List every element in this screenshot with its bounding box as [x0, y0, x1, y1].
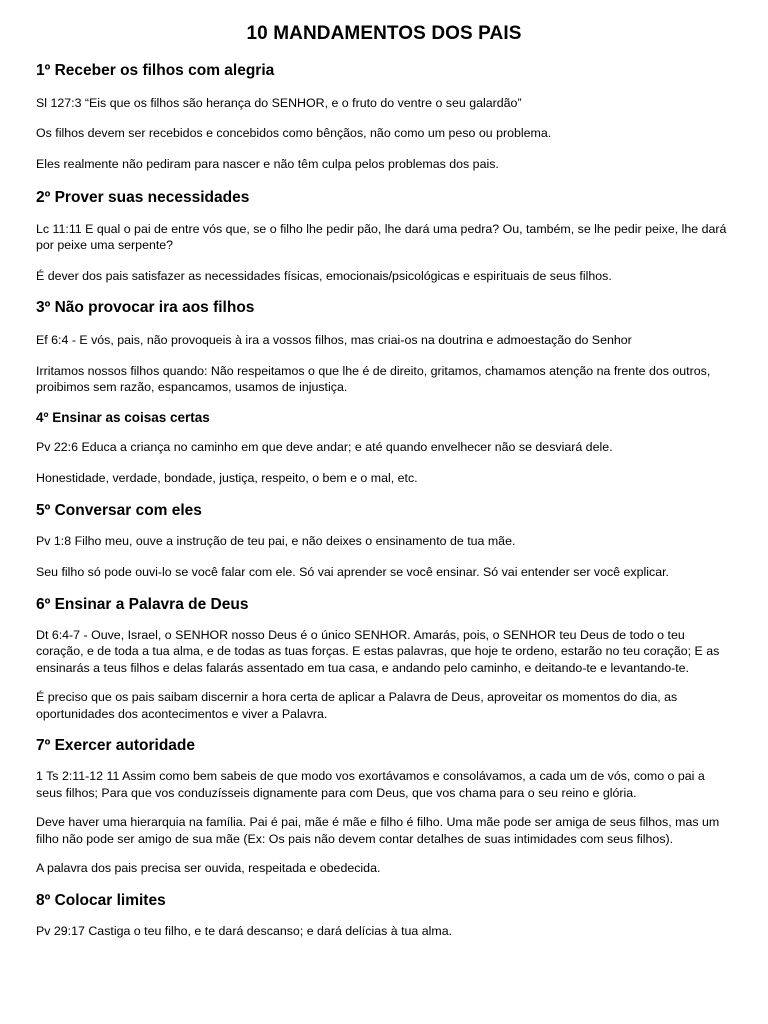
paragraph: É dever dos pais satisfazer as necessidades físicas, emocionais/psicológicas e espirituais de seus filhos.	[36, 268, 612, 283]
bible-verse: 1 Ts 2:11-12 11 Assim como bem sabeis de que modo vos exortávamos e consolávamos, a cada um de vós, como o pai a seus filhos; Para que vos conduzísseis dignamente para com Deus, que vos chama para o seu reino e glória.	[36, 769, 705, 800]
paragraph: Irritamos nossos filhos quando: Não respeitamos o que lhe é de direito, gritamos, chamamos atenção na frente dos outros, proibimos sem razão, espancamos, usamos de injustiça.	[36, 363, 711, 394]
bible-verse: Lc 11:11 E qual o pai de entre vós que, se o filho lhe pedir pão, lhe dará uma pedra? Ou, também, se lhe pedir peixe, lhe dará por peixe uma serpente?	[36, 221, 727, 252]
section-heading: 8º Colocar limites	[36, 891, 166, 909]
bible-verse: Sl 127:3 “Eis que os filhos são herança do SENHOR, e o fruto do ventre o seu galardão”	[36, 96, 522, 110]
commandment-3	[36, 298, 732, 396]
paragraph: A palavra dos pais precisa ser ouvida, respeitada e obedecida.	[36, 861, 381, 875]
commandment-4	[36, 408, 732, 487]
commandment-2	[36, 188, 732, 285]
section-heading: 5º Conversar com eles	[36, 501, 202, 519]
section-heading: 1º Receber os filhos com alegria	[36, 62, 275, 79]
commandment-8	[36, 891, 732, 940]
section-heading: 4º Ensinar as coisas certas	[36, 409, 210, 425]
section-heading: 3º Não provocar ira aos filhos	[36, 299, 255, 316]
commandment-7	[36, 736, 732, 877]
section-heading: 7º Exercer autoridade	[36, 737, 196, 754]
document-title: 10 MANDAMENTOS DOS PAIS	[246, 23, 522, 44]
paragraph: Honestidade, verdade, bondade, justiça, respeito, o bem e o mal, etc.	[36, 471, 418, 485]
section-heading: 2º Prover suas necessidades	[36, 188, 250, 206]
bible-verse: Ef 6:4 - E vós, pais, não provoqueis à ira a vossos filhos, mas criai-os na doutrina e admoestação do Senhor	[36, 333, 632, 347]
paragraph: Seu filho só pode ouvi-lo se você falar com ele. Só vai aprender se você ensinar. Só vai entender ser você explicar.	[36, 565, 669, 579]
commandment-5	[36, 501, 732, 581]
paragraph: Os filhos devem ser recebidos e concebidos como bênçãos, não como um peso ou problema.	[36, 125, 552, 140]
paragraph: É preciso que os pais saibam discernir a hora certa de aplicar a Palavra de Deus, aproveitar os momentos do dia, as oportunidades dos acontecimentos e viver a Palavra.	[36, 690, 678, 721]
bible-verse: Dt 6:4-7 - Ouve, Israel, o SENHOR nosso Deus é o único SENHOR. Amarás, pois, o SENHOR teu Deus de todo o teu coração, e de toda a tua alma, e de todas as tuas forças. E estas palavras, que hoje te ordeno, estarão no teu coração; E as ensinarás a teus filhos e delas falarás assentado em tua casa, e andando pelo caminho, e deitando-te e levantando-te.	[36, 627, 720, 675]
bible-verse: Pv 1:8 Filho meu, ouve a instrução de teu pai, e não deixes o ensinamento de tua mãe.	[36, 533, 516, 548]
bible-verse: Pv 29:17 Castiga o teu filho, e te dará descanso; e dará delícias à tua alma.	[36, 923, 453, 938]
bible-verse: Pv 22:6 Educa a criança no caminho em que deve andar; e até quando envelhecer não se desviará dele.	[36, 439, 613, 454]
paragraph: Eles realmente não pediram para nascer e não têm culpa pelos problemas dos pais.	[36, 157, 499, 171]
paragraph: Deve haver uma hierarquia na família. Pai é pai, mãe é mãe e filho é filho. Uma mãe pode ser amiga de seus filhos, mas um filho não pode ser amigo de sua mãe (Ex: Os pais não devem contar detalhes de suas intimidades com seus filhos).	[36, 815, 720, 846]
commandment-6	[36, 595, 732, 723]
section-heading: 6º Ensinar a Palavra de Deus	[36, 595, 249, 613]
commandment-1	[36, 61, 732, 173]
